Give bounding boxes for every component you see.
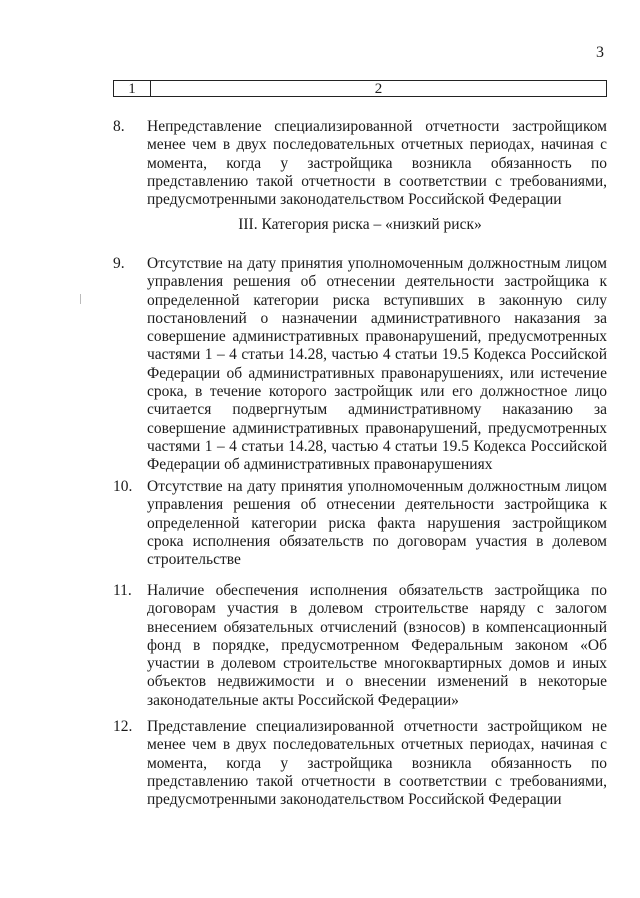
item-text: Отсутствие на дату принятия уполномоченным должностным лицом управления решения об отнесении деятельности застройщика к определенной категории риска вступивших в законную силу постановлений о назначении административного наказания за совершение административных правонарушений, предусмотренных частями 1 – 4 статьи 14.28, частью 4 статьи 19.5 Кодекса Российской Федерации об административных правонарушениях, или истечение срока, в течение которого застройщик или его должностное лицо считается подвергнутым административному наказанию за совершение административных правонарушений, предусмотренных частями 1 – 4 статьи 14.28, частью 4 статьи 19.5 Кодекса Российской Федерации об административных правонарушениях (147, 255, 607, 474)
item-text: Отсутствие на дату принятия уполномоченным должностным лицом управления решения об отнесении деятельности застройщика к определенной категории риска факта нарушения застройщиком срока исполнения обязательств по договорам участия в долевом строительстве (147, 478, 607, 569)
item-number: 11. (113, 582, 132, 599)
item-text: Непредставление специализированной отчетности застройщиком менее чем в двух последовательных отчетных периодах, начиная с момента, когда у застройщика возникла обязанность по представлению такой отчетности в соответствии с требованиями, предусмотренными законодательством Российской Федерации (147, 118, 607, 209)
item-9 (113, 255, 607, 475)
item-text: Представление специализированной отчетности застройщиком не менее чем в двух последовательных отчетных периодах, начиная с момента, когда у застройщика возникла обязанность по представлению такой отчетности в соответствии с требованиями, предусмотренными законодательством Российской Федерации (147, 718, 607, 809)
item-number: 10. (113, 478, 133, 495)
header-cell-col1: 1 (114, 81, 151, 96)
item-12 (113, 718, 607, 809)
item-10 (113, 478, 607, 569)
item-number: 9. (113, 255, 125, 272)
item-8 (113, 118, 607, 209)
item-number: 12. (113, 718, 133, 735)
header-cell-col2: 2 (374, 81, 383, 97)
header-table (113, 80, 607, 97)
item-number: 8. (113, 118, 125, 135)
item-11 (113, 582, 607, 710)
section-heading: III. Категория риска – «низкий риск» (238, 216, 482, 233)
scan-mark (80, 294, 81, 304)
item-text: Наличие обеспечения исполнения обязательств застройщика по договорам участия в долевом строительстве наряду с залогом внесением обязательных отчислений (взносов) в компенсационный фонд в порядке, предусмотренном Федеральным законом «Об участии в долевом строительстве многоквартирных домов и иных объектов недвижимости и о внесении изменений в некоторые законодательные акты Российской Федерации» (147, 582, 607, 709)
page-number: 3 (596, 44, 604, 61)
